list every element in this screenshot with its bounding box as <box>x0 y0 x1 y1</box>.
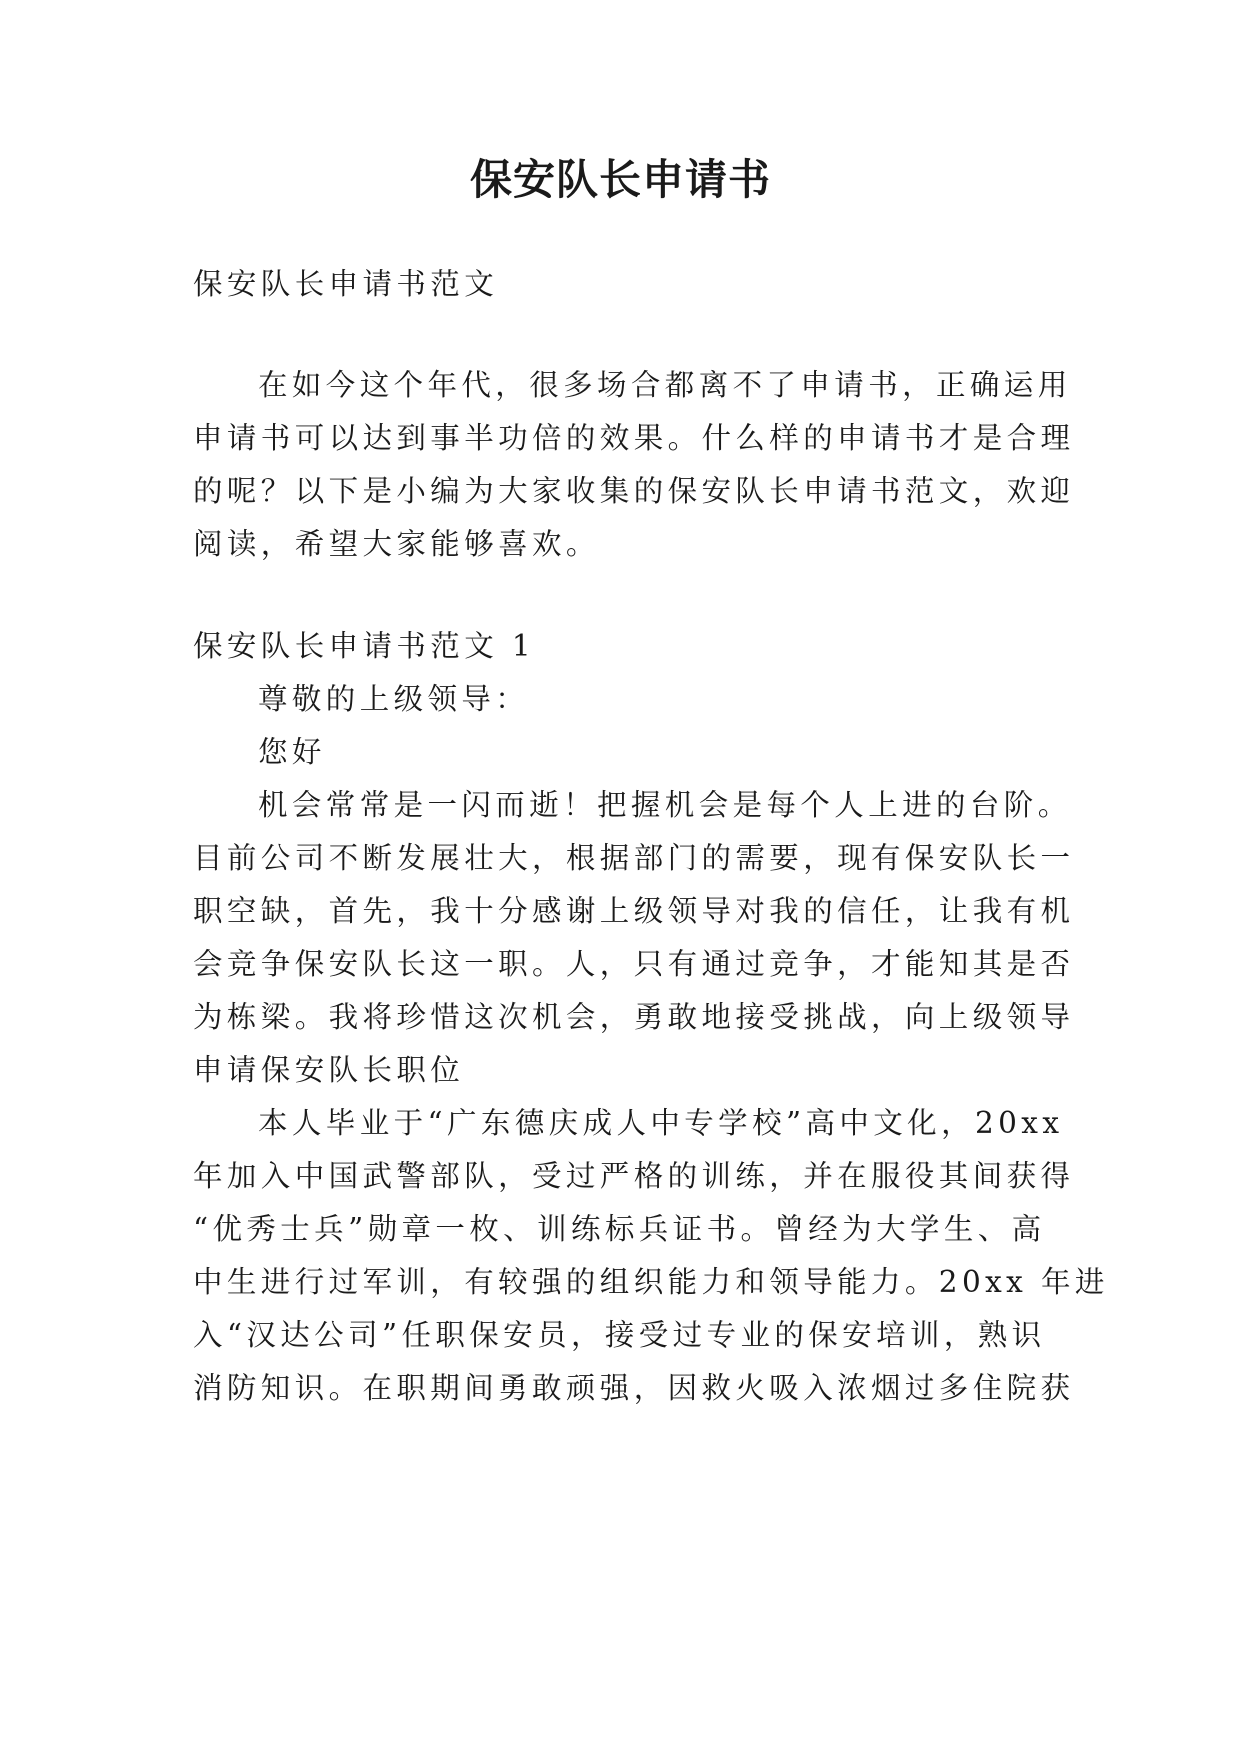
paragraph-line: 中生进行过军训，有较强的组织能力和领导能力。20xx 年进 <box>193 1265 1109 1299</box>
salutation: 尊敬的上级领导： <box>258 682 530 716</box>
paragraph-line: 职空缺，首先，我十分感谢上级领导对我的信任，让我有机 <box>193 894 1075 928</box>
paragraph-line: 消防知识。在职期间勇敢顽强，因救火吸入浓烟过多住院获 <box>193 1371 1075 1405</box>
paragraph-line: 入“汉达公司”任职保安员，接受过专业的保安培训，熟识 <box>193 1318 1046 1352</box>
paragraph-line: 阅读，希望大家能够喜欢。 <box>193 527 600 561</box>
paragraph-line: 目前公司不断发展壮大，根据部门的需要，现有保安队长一 <box>193 841 1075 875</box>
paragraph-line: 年加入中国武警部队，受过严格的训练，并在服役其间获得 <box>193 1159 1075 1193</box>
paragraph-line: 本人毕业于“广东德庆成人中专学校”高中文化，20xx <box>258 1106 1064 1140</box>
greeting: 您好 <box>258 735 326 769</box>
paragraph-line: 会竞争保安队长这一职。人，只有通过竞争，才能知其是否 <box>193 947 1075 981</box>
paragraph-line: 在如今这个年代，很多场合都离不了申请书，正确运用 <box>258 368 1072 402</box>
paragraph-line: 机会常常是一闪而逝！把握机会是每个人上进的台阶。 <box>258 788 1072 822</box>
paragraph-line: 为栋梁。我将珍惜这次机会，勇敢地接受挑战，向上级领导 <box>193 1000 1075 1034</box>
document-title: 保安队长申请书 <box>469 155 771 204</box>
paragraph-line: 的呢？以下是小编为大家收集的保安队长申请书范文，欢迎 <box>193 474 1075 508</box>
paragraph-line: “优秀士兵”勋章一枚、训练标兵证书。曾经为大学生、高 <box>193 1212 1046 1246</box>
section-heading-sample-1: 保安队长申请书范文 1 <box>193 629 536 663</box>
paragraph-line: 申请书可以达到事半功倍的效果。什么样的申请书才是合理 <box>193 421 1075 455</box>
paragraph-line: 申请保安队长职位 <box>193 1053 465 1087</box>
section-heading-intro: 保安队长申请书范文 <box>193 267 499 301</box>
